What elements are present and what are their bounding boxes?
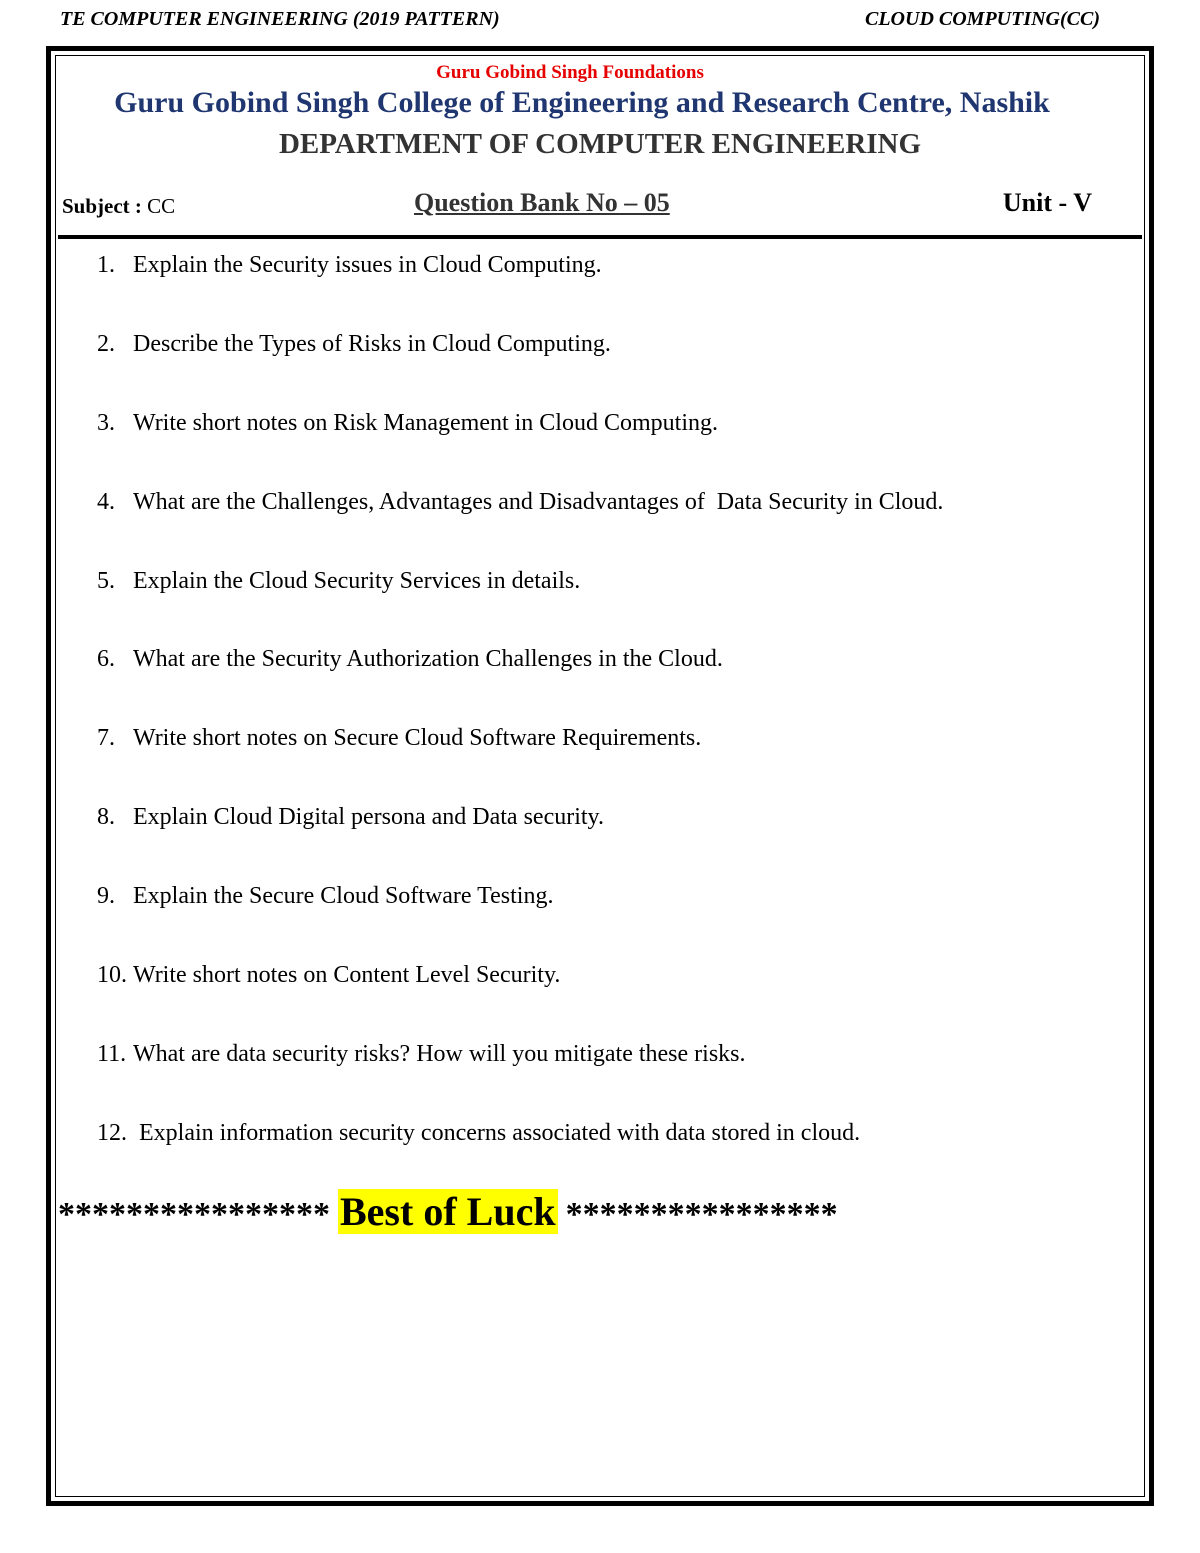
subject-value: CC [147,194,176,218]
question-text: Explain the Cloud Security Services in details. [133,567,581,594]
question-item [97,564,1117,643]
question-text: Write short notes on Content Level Security. [133,962,561,989]
question-bank-number: Question Bank No – 05 [414,188,670,217]
meta-row [62,188,1092,224]
question-number: 3. [97,409,115,436]
question-number: 9. [97,883,115,910]
question-item [97,879,1117,958]
subject-field [62,194,175,219]
question-item [97,327,1117,406]
question-item [97,800,1117,879]
question-text: Explain the Security issues in Cloud Computing. [133,252,602,278]
foundation-name: Guru Gobind Singh Foundations [436,62,704,83]
question-item [97,1116,1117,1195]
question-number: 11. [97,1040,127,1067]
running-header [60,8,1100,38]
question-text: What are the Challenges, Advantages and Disadvantages of Data Security in Cloud. [133,488,944,515]
question-text: Describe the Types of Risks in Cloud Computing. [133,330,611,357]
question-number: 5. [97,567,115,594]
question-number: 7. [97,725,115,752]
question-item [97,721,1117,800]
closing-line [58,1186,1118,1241]
question-item [97,485,1117,564]
question-text: Write short notes on Risk Management in Cloud Computing. [133,409,718,436]
question-text: What are the Security Authorization Challenges in the Cloud. [133,646,723,673]
question-number: 10. [97,962,127,989]
question-item [97,1037,1117,1116]
question-item [97,958,1117,1037]
question-number: 1. [97,252,115,278]
department-name: DEPARTMENT OF COMPUTER ENGINEERING [278,128,922,160]
question-number: 4. [97,488,115,515]
question-item [97,248,1117,327]
header-divider [58,235,1142,239]
stars-right: **************** [565,1196,838,1233]
question-number: 6. [97,646,115,673]
question-item [97,642,1117,721]
question-number: 12. [97,1119,127,1146]
question-list [97,248,1117,1195]
question-text: Explain Cloud Digital persona and Data security. [133,804,604,831]
question-text: What are data security risks? How will you mitigate these risks. [133,1040,746,1067]
college-name: Guru Gobind Singh College of Engineering and Research Centre, Nashik [114,86,1050,119]
best-of-luck: Best of Luck [340,1189,556,1234]
course-title: TE COMPUTER ENGINEERING (2019 PATTERN) [60,8,500,30]
stars-left: **************** [58,1196,330,1233]
unit-label: Unit - V [1002,188,1092,217]
question-number: 2. [97,330,115,357]
question-text: Explain the Secure Cloud Software Testing. [133,883,554,910]
subject-label: Subject : [62,194,142,218]
question-item [97,406,1117,485]
subject-title: CLOUD COMPUTING(CC) [865,8,1100,30]
question-text: Write short notes on Secure Cloud Software Requirements. [133,725,702,752]
question-number: 8. [97,804,115,831]
question-text: Explain information security concerns associated with data stored in cloud. [133,1119,861,1146]
